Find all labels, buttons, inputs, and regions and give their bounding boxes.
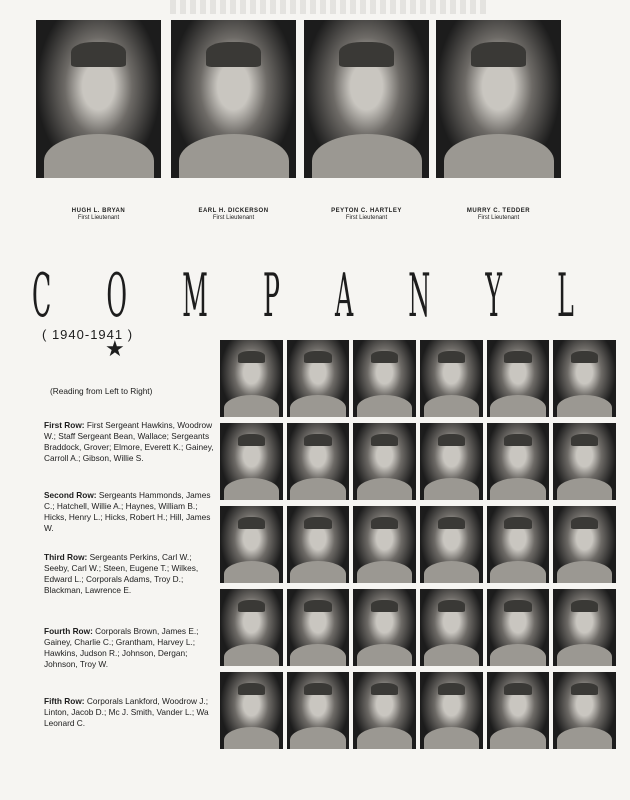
soldier-photo (220, 672, 283, 749)
soldier-photo (487, 423, 550, 500)
row-label: Fifth Row: (44, 696, 85, 706)
soldier-photo (353, 506, 416, 583)
row-names: Sergeants Hammonds, James C.; Hatchell, Willie A.; Haynes, William B.; Hicks, Henry L.; Hicks, Robert H.; Hill, James W. (44, 490, 211, 533)
row-names: First Sergeant Hawkins, Woodrow W.; Staff Sergeant Bean, Wallace; Sergeants Braddock, Grover; Elmore, Everett K.; Gainey, Carroll A.; Gibson, Willie S. (44, 420, 214, 463)
row-caption (44, 552, 214, 596)
soldier-photo (287, 423, 350, 500)
officer-rank: First Lieutenant (477, 215, 520, 221)
soldier-photo (553, 589, 616, 666)
title-letter: L (557, 261, 574, 331)
soldier-photo (420, 340, 483, 417)
row-caption (44, 696, 214, 729)
row-label: Fourth Row: (44, 626, 93, 636)
officer-card (436, 20, 561, 221)
row-names: Sergeants Perkins, Carl W.; Seeby, Carl W.; Steen, Eugene T.; Wilkes, Edward L.; Corporals Adams, Troy D.; Blackman, Lawrence E. (44, 552, 199, 595)
officer-photo (304, 20, 429, 178)
officer-card (171, 20, 296, 221)
soldier-photo (353, 423, 416, 500)
soldier-photo (420, 506, 483, 583)
soldier-photo (287, 672, 350, 749)
title-letter: C (32, 261, 52, 331)
officer-name: HUGH L. BRYAN (71, 208, 126, 214)
soldier-photo (353, 589, 416, 666)
title-letter: P (262, 261, 280, 331)
company-title (32, 261, 574, 331)
soldier-photo (353, 672, 416, 749)
reading-note: (Reading from Left to Right) (50, 386, 153, 396)
soldier-photo (553, 506, 616, 583)
row-caption (44, 626, 214, 670)
soldier-photo (420, 423, 483, 500)
officer-rank: First Lieutenant (345, 215, 388, 221)
title-letter: O (106, 261, 128, 331)
row-label: First Row: (44, 420, 85, 430)
soldier-photo (287, 506, 350, 583)
soldier-photo (220, 423, 283, 500)
row-names: Corporals Lankford, Woodrow J.; Linton, Jacob D.; Mc J. Smith, Vander L.; Wa Leonard C. (44, 696, 209, 728)
officer-portraits (36, 20, 566, 232)
row-label: Third Row: (44, 552, 88, 562)
star-icon: ★ (105, 336, 125, 361)
soldier-photo (487, 589, 550, 666)
row-caption (44, 420, 214, 464)
title-letter: Y (485, 261, 502, 331)
officer-card (304, 20, 429, 221)
soldier-photo (553, 672, 616, 749)
title-letter: A (334, 261, 354, 331)
officer-rank: First Lieutenant (212, 215, 255, 221)
officer-photo (436, 20, 561, 178)
bleed-through-header (170, 0, 490, 14)
years-label: ( 1940-1941 ) (42, 327, 134, 342)
soldier-photo (487, 506, 550, 583)
soldier-photo (353, 340, 416, 417)
soldier-photo (420, 589, 483, 666)
soldier-photo (220, 589, 283, 666)
officer-photo (36, 20, 161, 178)
soldier-photo (487, 340, 550, 417)
soldier-photo (287, 589, 350, 666)
row-label: Second Row: (44, 490, 97, 500)
officer-name: EARL H. DICKERSON (198, 208, 269, 214)
row-names: Corporals Brown, James E.; Gainey, Charlie C.; Grantham, Harvey L.; Hawkins, Judson R.; Johnson, Dergan; Johnson, Troy W. (44, 626, 199, 669)
officer-photo (171, 20, 296, 178)
officer-name: MURRY C. TEDDER (466, 208, 531, 214)
soldier-photo (487, 672, 550, 749)
soldier-photo (553, 340, 616, 417)
title-letter: M (182, 261, 208, 331)
soldier-photo (420, 672, 483, 749)
enlisted-portrait-grid (220, 340, 616, 750)
soldier-photo (220, 506, 283, 583)
soldier-photo (553, 423, 616, 500)
officer-name: PEYTON C. HARTLEY (331, 208, 402, 214)
officer-rank: First Lieutenant (77, 215, 120, 221)
row-caption (44, 490, 214, 534)
soldier-photo (287, 340, 350, 417)
officer-card (36, 20, 161, 221)
title-letter: N (408, 261, 431, 331)
soldier-photo (220, 340, 283, 417)
